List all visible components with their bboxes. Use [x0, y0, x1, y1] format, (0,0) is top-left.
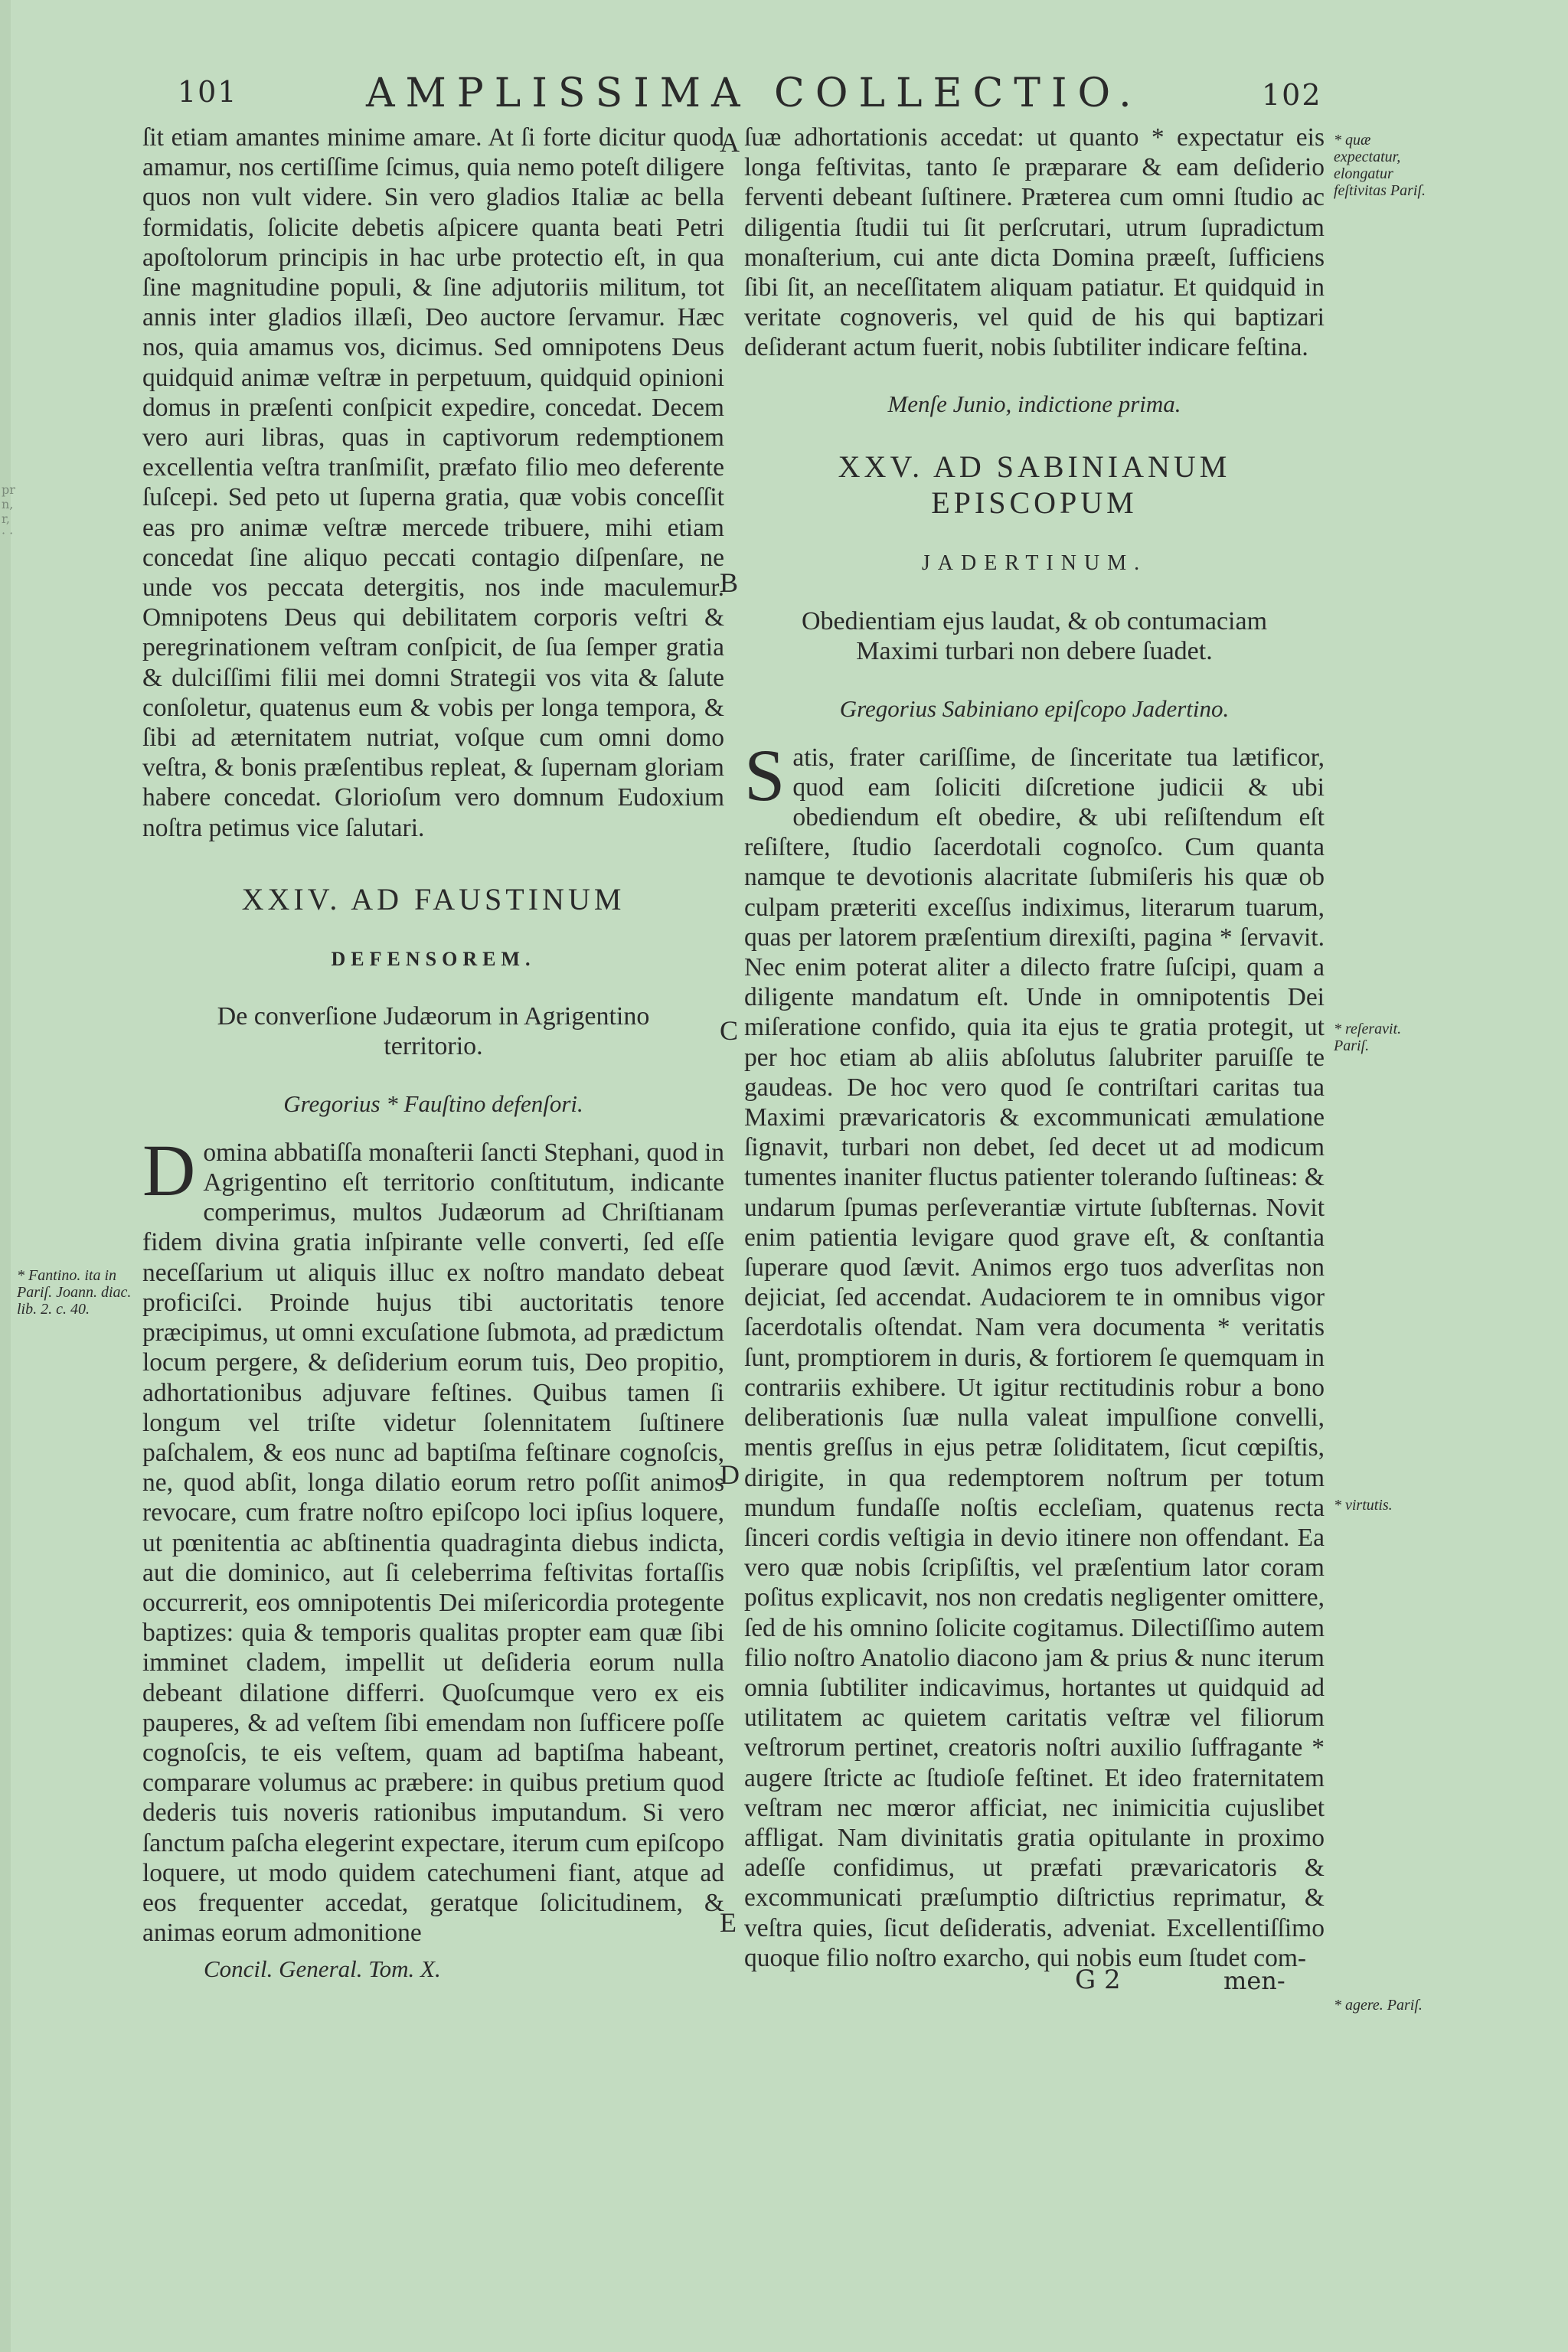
page-number-right: 102: [1262, 78, 1322, 112]
epistle-body-xxv: Satis, frater cariſſime, de ſinceritate tua lætificor, quod eam ſoliciti diſcretione judicii & ubi obediendum eſt obedire, & ubi reſiſtendum eſt reſiſtere, ſtudio ſacerdotali cognoſco. Cum quanta namque te devotionis alacritate ſubmiſeris his quæ ob culpam præteriti exceſſus indiximus, literarum tuarum, quas per latorem præſentium direxiſti, pagina * ſervavit. Nec enim poterat aliter a dilecto fratre ſuſcipi, quam a diligente mandatum eſt. Unde in omnipotentis Dei miſeratione confido, quia ita ejus te gratia protegit, ut per hoc etiam ab aliis abſolutus ſalubriter paruiſſe te gaudeas. De hoc vero quod ſe contriſtari caritas tua Maximi prævaricatoris & excommunicati æmulatione ſignavit, turbari non debet, ſed decet ut ad modicum tumentes inaniter fluctus patienter tolerando ſuſtineas: & undarum ſpumas perſeverantiæ virtute ſubſternas. Novit enim patientia levigare quod grave eſt, & conſtantia ſuperare quod ſævit. Animos ergo tuos adverſitas non dejiciat, ſed accendat. Audaciorem te in omnibus vigor ſacerdotalis oſtendat. Nam vera documenta * veritatis ſunt, promptiorem in duris, & fortiorem ſe quemquam in contrariis exhibere. Ut igitur rectitudinis robur a bono deliberationis ſuæ nulla valeat impulſione convelli, mentis greſſus in ejus petræ ſoliditatem, ſicut cœpiſtis, dirigite, in qua redemptorem noſtrum per totum mundum fundaſſe noſtis eccleſiam, quatenus recta ſinceri cordis veſtigia in devio itinere non offendant. Ea vero quæ nobis ſcripſiſtis, vel præſentium lator coram poſitus explicavit, nos non credatis negligenter omittere, ſed de his omnino ſolicite cogitamus. Dilectiſſimo autem filio noſtro Anatolio diacono jam & prius & nunc iterum omnia ſubtiliter indicavimus, hortantes ut quidquid ad utilitatem ac quietem caritatis veſtræ vel filiorum veſtrorum pertinet, creatoris noſtri auxilio ſuffragante * augere ſtricte ac ſtudioſe feſtinet. Et ideo fraternitatem veſtram nec mœror afficiat, nec inimicitia cujuslibet affligat. Nam divinitatis gratia opitulante in proximo adeſſe confidimus, ut præfati prævaricatoris & excommunicati præſumptio diſtrictius reprimatur, & veſtra quies, ſicut deſideratis, adveniat. Excellentiſſimo quoque filio noſtro exarcho, qui nobis eum ſtudet com-: [744, 733, 1325, 1972]
salutation-xxiv: Gregorius * Fauſtino defenſori.: [283, 1089, 583, 1117]
footer-line: [142, 1955, 724, 1983]
epistle-title-xxv: XXV. AD SABINIANUM EPISCOPUM: [838, 449, 1231, 520]
section-marker-a: A: [720, 127, 740, 158]
side-note-3: * virtutis.: [1334, 1497, 1393, 1514]
epistle-title-xxiv: XXIV. AD FAUSTINUM: [241, 881, 626, 916]
epistle-summary-xxiv: De converſione Judæorum in Agrigentino territorio.: [217, 1001, 650, 1060]
epistle-subtitle-xxiv: DEFENSOREM.: [331, 947, 536, 970]
running-title: AMPLISSIMA COLLECTIO.: [366, 70, 1142, 116]
section-marker-e: E: [720, 1907, 737, 1938]
salutation-xxv: Gregorius Sabiniano epiſcopo Jadertino.: [839, 694, 1230, 722]
catchword: men-: [1223, 1966, 1285, 1995]
volume-footer: Concil. General. Tom. X.: [204, 1955, 441, 1983]
side-note-4: * agere. Pariſ.: [1334, 1997, 1423, 2014]
epistle-summary-xxv: Obedientiam ejus laudat, & ob contumaciam Maximi turbari non debere ſuadet.: [801, 606, 1268, 665]
letter-continuation-text: ſit etiam amantes minime amare. At ſi forte dicitur quod amamur, nos certiſſime ſcimus, quia nemo poteſt diligere quos non vult videre. Sin vero gladios Italiæ ac bella formidatis, ſolicite debetis aſpicere quanta beati Petri apoſtolorum principis in hac urbe protectio eſt, in qua ſine magnitudine populi, & ſine adjutoriis militum, tot annis inter gladios illæſi, Deo auctore ſervamur. Hæc nos, quia amamus vos, dicimus. Sed omnipotens Deus quidquid animæ veſtræ in perpetuum, quidquid opinioni domus in præſenti conſpicit expedire, concedat. Decem vero auri libras, quas in captivorum redemptionem excellentia veſtra tranſmiſit, præfato filio meo deferente ſuſcepi. Sed peto ut ſuperna gratia, quæ vobis conceſſit eas pro animæ veſtræ mercede tribuere, mihi etiam concedat ſine aliquo peccati contagio diſpenſare, ne unde vos peccata detergitis, nos inde maculemur. Omnipotens Deus qui debilitatem corporis veſtri & peregrinationem veſtram conſpicit, de ſua ſemper gratia & dulciſſimi filii mei domni Strategii vos vita & ſalute conſoletur, quatenus eum & vobis per longa tempora, & ſibi ad æternitatem nutriat, voſque cum omni domo veſtra, & bonis præſentibus repleat, & ſupernam gloriam habere concedat. Glorioſum vero domnum Eudoxium noſtra petimus vice ſalutari.: [142, 123, 724, 842]
left-column: [142, 122, 724, 1983]
date-line: Menſe Junio, indictione prima.: [887, 390, 1181, 417]
section-marker-c: C: [720, 1015, 739, 1046]
epistle-subtitle-xxv: JADERTINUM.: [921, 550, 1148, 575]
side-note-2: * reſeravit. Pariſ.: [1334, 1021, 1402, 1054]
running-header: [0, 70, 1568, 124]
section-marker-d: D: [720, 1459, 740, 1490]
epistle-xxiv-conclusion: ſuæ adhortationis accedat: ut quanto * expectatur eis longa feſtivitas, tanto ſe præparare & eam deſiderio ferventi debeant ſuſtinere. Præterea cum omni ſtudio ac diligentia ſtudii tui ſit perſcrutari, utrum ſupradictum monaſterium, cui ante dicta Domina præeſt, ſufficiens ſibi ſit, an neceſſitatem aliquam patiatur. Et quidquid in veritate cognoveris, vel quid de his qui baptizari deſiderant actum fuerit, nobis ſubtiliter indicare feſtina.: [744, 123, 1325, 362]
signature-mark: G 2: [1075, 1965, 1121, 1995]
epistle-body-xxiv: Domina abbatiſſa monaſterii ſancti Stephani, quod in Agrigentino eſt territorio conſtitutum, indicante comperimus, multos Judæorum ad Chriſtianam fidem divina gratia inſpirante velle converti, ſed eſſe neceſſarium ut aliquis illuc ex noſtro mandato debeat proficiſci. Proinde hujus tibi auctoritatis tenore præcipimus, ut omni excuſatione ſubmota, ad prædictum locum pergere, & deſiderium eorum tuis, Deo propitio, adhortationibus adjuvare feſtines. Quibus tamen ſi longum vel triſte videtur ſolennitatem ſuſtinere paſchalem, & eos nunc ad baptiſma feſtinare cognoſcis, ne, quod abſit, longa dilatio eorum retro poſſit animos revocare, cum fratre noſtro epiſcopo loci ipſius loquere, ut pœnitentia ac abſtinentia quadraginta diebus indicta, aut die dominico, aut ſi celeberrima feſtivitas fortaſſis occurrerit, eos omnipotentis Dei miſericordia protegente baptizes: quia & temporis qualitas propter eam quæ ſibi imminet cladem, impellit ut deſideria eorum nulla debeant dilatione differri. Quoſcumque vero ex eis pauperes, & ad veſtem ſibi emendam non ſufficere poſſe cognoſcis, te eis veſtem, quam ad baptiſma habeant, comparare volumus ac præbere: in quibus pretium quod dederis tuis noveris rationibus imputandum. Si vero ſanctum paſcha elegerint expectare, iterum cum epiſcopo loquere, ut modo quidem catechumeni fiant, atque ad eos frequenter accedat, geratque ſolicitudinem, & animas eorum admonitione: [142, 1129, 724, 1948]
page-gutter: [0, 0, 11, 2352]
side-note-1: * quæ expectatur, elongatur feſtivitas Pariſ.: [1334, 132, 1426, 199]
right-column: [744, 122, 1325, 1973]
page-number-left: 101: [178, 75, 238, 109]
bleed-through-marks: pr n, r, · ·: [2, 482, 15, 541]
section-marker-b: B: [720, 567, 739, 598]
side-note-left: * Fantino. ita in Pariſ. Joann. diac. lib. 2. c. 40.: [17, 1267, 132, 1318]
